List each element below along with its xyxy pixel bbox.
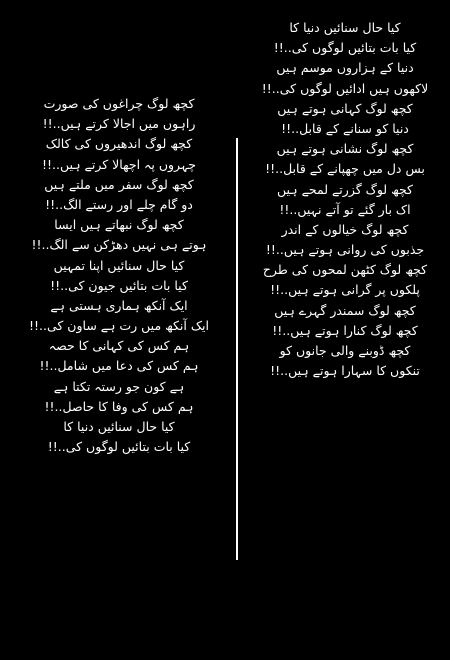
poem-line: جذبوں کی روانی ہوتے ہیں..!! (265, 242, 425, 258)
poem-line: کیا بات بتائیں لوگوں کی..!! (47, 439, 191, 455)
poem-line: لاکھوں ہیں ادائیں لوگوں کی..!! (261, 80, 429, 96)
poem-line: ہم کس کی کہانی کا حصہ (48, 338, 190, 354)
poem-column-left (8, 94, 230, 457)
poem-line: ہوتے ہی نہیں دھڑکن سے الگ..!! (31, 237, 207, 253)
poem-line: کیا بات بتائیں لوگوں کی..!! (273, 40, 417, 56)
poem-line: ایک آنکھ میں رت ہے ساون کی..!! (28, 318, 209, 334)
poem-line: کچھ لوگ خیالوں کے اندر (281, 221, 409, 237)
poem-line: کچھ لوگ گزرتے لمحے ہیں (277, 181, 413, 197)
poem-line: کچھ لوگ سفر میں ملتے ہیں (44, 176, 194, 192)
poem-line: چہروں پہ اچھالا کرتے ہیں..!! (42, 156, 196, 172)
poem-column-right (246, 18, 444, 381)
poem-line: کچھ لوگ نشانی ہوتے ہیں (276, 141, 414, 157)
poem-line: کیا حال سنائیں دنیا کا (63, 419, 175, 434)
poem-line: کیا حال سنائیں دنیا کا (289, 20, 401, 35)
column-divider (236, 138, 238, 560)
poem-line: کچھ لوگ چراغوں کی صورت (43, 96, 195, 111)
poem-line: پلکوں پر گرانی ہوتے ہیں..!! (270, 282, 420, 298)
poem-line: ایک آنکھ ہماری ہستی ہے (50, 297, 188, 313)
poem-line: بس دل میں چھپانے کے قابل..!! (265, 161, 425, 177)
poem-line: دنیا کو سنانے کے قابل..!! (281, 120, 409, 136)
poem-line: تنکوں کا سہارا ہوتے ہیں..!! (270, 363, 420, 379)
poem-line: کچھ لوگ نبھاتے ہیں ایسا (54, 217, 184, 233)
poem-line: کیا حال سنائیں اپنا تمہیں (53, 257, 185, 273)
poem-line: کچھ لوگ کٹھن لمحوں کی طرح (262, 262, 428, 278)
poem-line: اک بار گئے تو آتے نہیں..!! (279, 201, 411, 217)
poem-line: کچھ لوگ کہانی ہوتے ہیں (277, 100, 413, 116)
poem-line: کیا بات بتائیں جیون کی..!! (50, 277, 188, 293)
poem-line: ہم کس کی دعا میں شامل..!! (39, 358, 199, 374)
poem-line: راہوں میں اجالا کرتے ہیں..!! (42, 116, 196, 132)
poem-line: دنیا کے ہزاروں موسم ہیں (276, 60, 414, 76)
poem-line: کچھ لوگ کنارا ہوتے ہیں..!! (272, 322, 418, 338)
poem-line: دو گام چلے اور رستے الگ..!! (45, 196, 193, 212)
poem-line: ہے کون جو رستہ تکتا ہے (53, 378, 185, 394)
poem-line: کچھ لوگ اندھیروں کی کالک (45, 136, 193, 152)
poem-line: کچھ لوگ سمندر گہرے ہیں (274, 302, 416, 318)
poem-line: ہم کس کی وفا کا حاصل..!! (44, 398, 194, 414)
poem-line: کچھ ڈوبنے والی جانوں کو (279, 343, 411, 358)
